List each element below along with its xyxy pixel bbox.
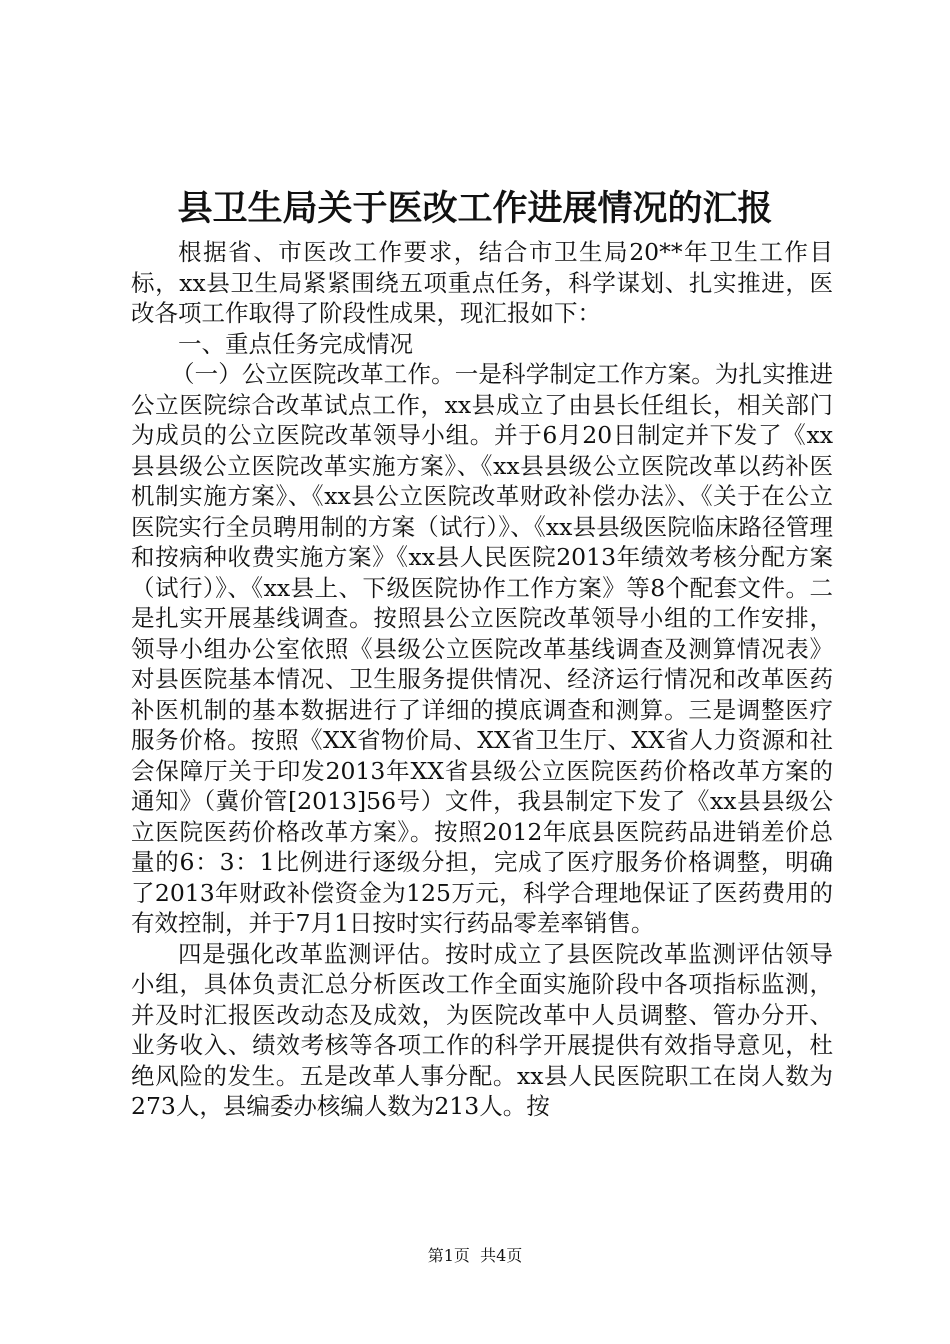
paragraph-monitoring: 四是强化改革监测评估。按时成立了县医院改革监测评估领导小组，具体负责汇总分析医改工作全面实施阶段中各项指标监测，并及时汇报医改动态及成效，为医院改革中人员调整、管办分开、业务收入、绩效考核等各项工作的科学开展提供有效指导意见，杜绝风险的发生。五是改革人事分配。xx县人民医院职工在岗人数为273人，县编委办核编人数为213人。按 (131, 939, 833, 1120)
paragraph-intro: 根据省、市医改工作要求，结合市卫生局20**年卫生工作目标，xx县卫生局紧紧围绕五项重点任务，科学谋划、扎实推进，医改各项工作取得了阶段性成果，现汇报如下： (131, 238, 833, 327)
document-title: 县卫生局关于医改工作进展情况的汇报 (177, 188, 773, 229)
section-heading: 一、重点任务完成情况 (178, 329, 413, 358)
paragraph-public-hospital-reform: （一）公立医院改革工作。一是科学制定工作方案。为扎实推进公立医院综合改革试点工作，xx县成立了由县长任组长，相关部门为成员的公立医院改革领导小组。并于6月20日制定并下发了《xx县县级公立医院改革实施方案》、《xx县县级公立医院改革以药补医机制实施方案》、《xx县公立医院改革财政补偿办法》、《关于在公立医院实行全员聘用制的方案（试行）》、《xx县县级医院临床路径管理和按病种收费实施方案》《xx县人民医院2013年绩效考核分配方案（试行）》、《xx县上、下级医院协作工作方案》等8个配套文件。二是扎实开展基线调查。按照县公立医院改革领导小组的工作安排，领导小组办公室依照《县级公立医院改革基线调查及测算情况表》对县医院基本情况、卫生服务提供情况、经济运行情况和改革医药补医机制的基本数据进行了详细的摸底调查和测算。三是调整医疗服务价格。按照《XX省物价局、XX省卫生厅、XX省人力资源和社会保障厅关于印发2013年XX省县级公立医院医药价格改革方案的通知》（冀价管[2013]56号）文件，我县制定下发了《xx县县级公立医院医药价格改革方案》。按照2012年底县医院药品进销差价总量的6：3：1比例进行逐级分担，完成了医疗服务价格调整，明确了2013年财政补偿资金为125万元，科学合理地保证了医药费用的有效控制，并于7月1日按时实行药品零差率销售。 (131, 360, 833, 937)
document-body (131, 237, 833, 1122)
page-number: 第1页 共4页 (427, 1246, 523, 1265)
